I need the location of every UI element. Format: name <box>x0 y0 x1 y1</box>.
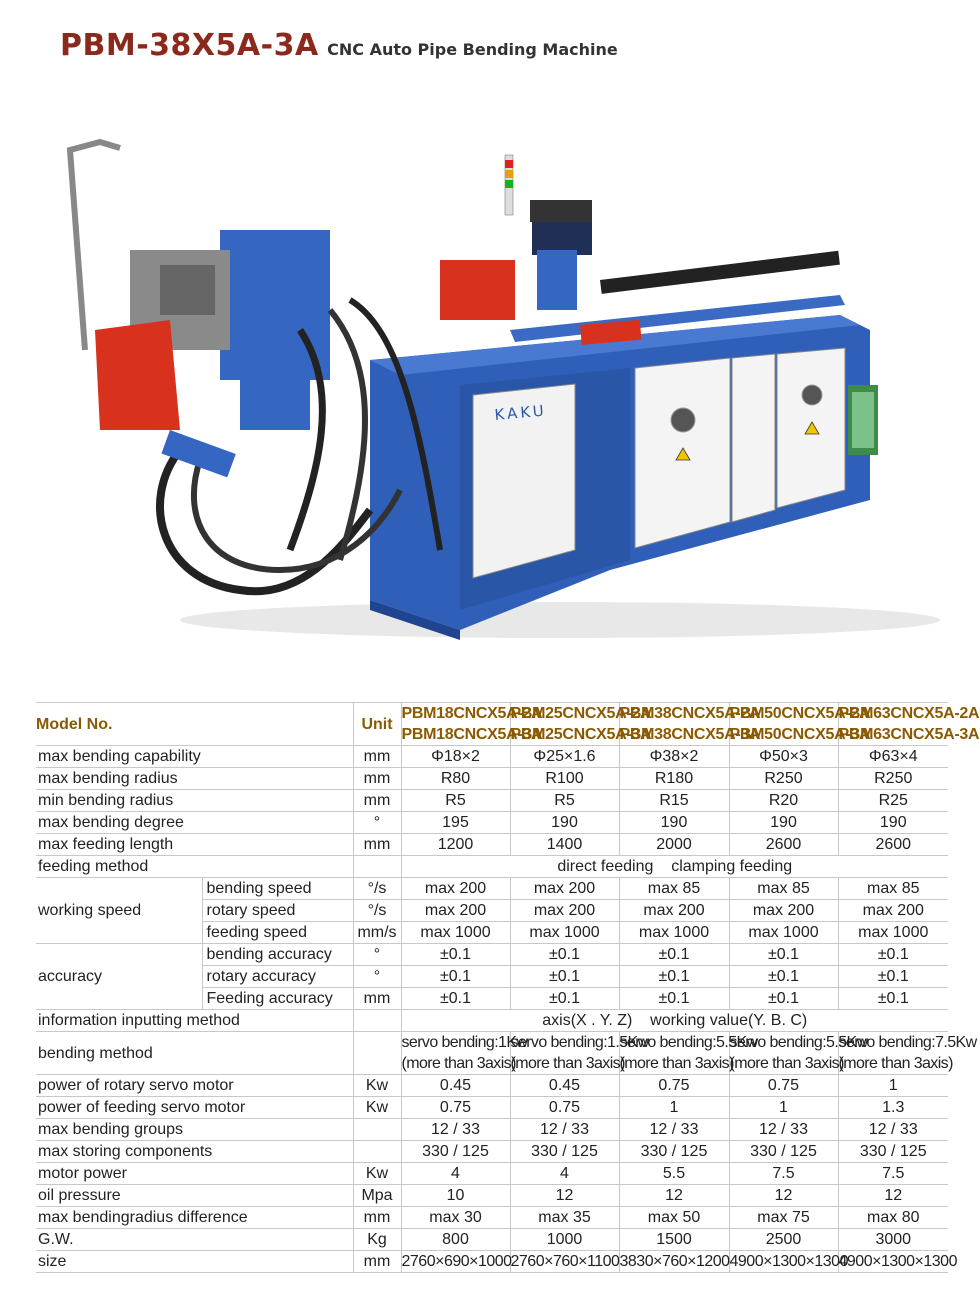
row-unit <box>353 1119 401 1141</box>
cell: 195 <box>401 812 510 834</box>
sub-label: rotary accuracy <box>202 966 353 988</box>
cell: 2600 <box>729 834 838 856</box>
col-model-4a: PBM50CNCX5A-2A <box>729 703 838 725</box>
table-row <box>36 1185 948 1207</box>
row-unit: mm <box>353 988 401 1010</box>
cell: max 1000 <box>838 922 948 944</box>
sub-label: feeding speed <box>202 922 353 944</box>
row-label: power of feeding servo motor <box>36 1097 353 1119</box>
table-header-row <box>36 703 948 725</box>
cell: 2500 <box>729 1229 838 1251</box>
row-label: max bending groups <box>36 1119 353 1141</box>
cell-line: servo bending:5.5Kw <box>619 1034 758 1051</box>
cell: 12 <box>838 1185 948 1207</box>
table-row <box>36 1075 948 1097</box>
row-label: min bending radius <box>36 790 353 812</box>
table-row <box>36 790 948 812</box>
cell: 330 / 125 <box>510 1141 619 1163</box>
cell: max 85 <box>838 878 948 900</box>
cell: Φ25×1.6 <box>510 746 619 768</box>
table-row <box>36 1251 948 1273</box>
sub-label: rotary speed <box>202 900 353 922</box>
row-unit: °/s <box>353 900 401 922</box>
row-unit: Kw <box>353 1075 401 1097</box>
cell-line: (more than 3axis) <box>729 1055 844 1072</box>
table-row <box>36 1097 948 1119</box>
row-label: G.W. <box>36 1229 353 1251</box>
cell: max 200 <box>729 900 838 922</box>
cell: ±0.1 <box>729 944 838 966</box>
cell: ±0.1 <box>838 966 948 988</box>
row-unit <box>353 1141 401 1163</box>
table-row <box>36 1207 948 1229</box>
cell-line: servo bending:1Kw <box>401 1034 528 1051</box>
cell: 2760×690×1000 <box>401 1251 510 1273</box>
cell: 12 / 33 <box>401 1119 510 1141</box>
row-unit: mm <box>353 790 401 812</box>
cell: max 85 <box>619 878 729 900</box>
cell: max 75 <box>729 1207 838 1229</box>
cell: max 80 <box>838 1207 948 1229</box>
cell: 5.5 <box>619 1163 729 1185</box>
row-unit <box>353 1010 401 1032</box>
cell: Φ63×4 <box>838 746 948 768</box>
cell: 1500 <box>619 1229 729 1251</box>
cell: ±0.1 <box>619 944 729 966</box>
row-label: oil pressure <box>36 1185 353 1207</box>
table-row <box>36 812 948 834</box>
cell: 12 <box>729 1185 838 1207</box>
cell: R20 <box>729 790 838 812</box>
cell: ±0.1 <box>510 944 619 966</box>
cell: 1000 <box>510 1229 619 1251</box>
cell: 0.75 <box>619 1075 729 1097</box>
row-label: information inputting method <box>36 1010 353 1032</box>
col-model-5a: PBM63CNCX5A-2A <box>838 703 948 725</box>
cell: 0.75 <box>401 1097 510 1119</box>
row-label: max bending degree <box>36 812 353 834</box>
cell: 330 / 125 <box>729 1141 838 1163</box>
row-label: motor power <box>36 1163 353 1185</box>
col-model-3a: PBM38CNCX5A-2A <box>619 703 729 725</box>
cell: 2000 <box>619 834 729 856</box>
row-label: max bendingradius difference <box>36 1207 353 1229</box>
cell: 1400 <box>510 834 619 856</box>
cell <box>619 1032 758 1075</box>
cell: 7.5 <box>838 1163 948 1185</box>
table-row <box>36 746 948 768</box>
cell-line: servo bending:5.5Kw <box>729 1034 868 1051</box>
cell: 3830×760×1200 <box>619 1251 729 1273</box>
cell: 190 <box>510 812 619 834</box>
cell: 190 <box>619 812 729 834</box>
sub-label: Feeding accuracy <box>202 988 353 1010</box>
cell: 0.75 <box>729 1075 838 1097</box>
cell: 1 <box>619 1097 729 1119</box>
row-label: power of rotary servo motor <box>36 1075 353 1097</box>
row-unit: Kg <box>353 1229 401 1251</box>
cell: 7.5 <box>729 1163 838 1185</box>
cell: max 30 <box>401 1207 510 1229</box>
row-label: max feeding length <box>36 834 353 856</box>
cell: max 200 <box>401 878 510 900</box>
cell: R80 <box>401 768 510 790</box>
cell: R250 <box>729 768 838 790</box>
row-unit: mm <box>353 1207 401 1229</box>
table-row <box>36 1119 948 1141</box>
col-model-1a: PBM18CNCX5A-2A <box>401 703 510 725</box>
row-unit: ° <box>353 812 401 834</box>
cell: R5 <box>510 790 619 812</box>
cell: 330 / 125 <box>401 1141 510 1163</box>
cell: 12 / 33 <box>838 1119 948 1141</box>
cell: 1 <box>838 1075 948 1097</box>
cell: ±0.1 <box>619 988 729 1010</box>
cell: 2600 <box>838 834 948 856</box>
model-no-label: Model No. <box>36 703 353 746</box>
cell: 0.45 <box>401 1075 510 1097</box>
cell: 12 <box>619 1185 729 1207</box>
cell: 4900×1300×1300 <box>838 1251 948 1273</box>
cell: ±0.1 <box>510 966 619 988</box>
row-unit: Kw <box>353 1163 401 1185</box>
cell-line: servo bending:1.5Kw <box>510 1034 649 1051</box>
row-label: bending method <box>36 1032 353 1075</box>
cell: R25 <box>838 790 948 812</box>
col-model-4b: PBM50CNCX5A-3A <box>729 724 838 746</box>
cell: 12 / 33 <box>510 1119 619 1141</box>
cell: R250 <box>838 768 948 790</box>
cell: 1 <box>729 1097 838 1119</box>
cell: 330 / 125 <box>619 1141 729 1163</box>
table-row <box>36 1010 948 1032</box>
cell-line: (more than 3axis) <box>510 1055 625 1072</box>
cell: 190 <box>729 812 838 834</box>
cell: max 200 <box>510 900 619 922</box>
cell: ±0.1 <box>401 988 510 1010</box>
cell-line: servo bending:7.5Kw <box>838 1034 977 1051</box>
sub-label: bending speed <box>202 878 353 900</box>
unit-label: Unit <box>353 703 401 746</box>
group-label: accuracy <box>36 944 202 1010</box>
table-row <box>36 768 948 790</box>
cell: max 200 <box>838 900 948 922</box>
row-unit: ° <box>353 966 401 988</box>
cell: max 50 <box>619 1207 729 1229</box>
cell: Φ38×2 <box>619 746 729 768</box>
col-model-2b: PBM25CNCX5A-3A <box>510 724 619 746</box>
table-row <box>36 856 948 878</box>
cell: 0.45 <box>510 1075 619 1097</box>
row-unit: mm <box>353 1251 401 1273</box>
product-subtitle: CNC Auto Pipe Bending Machine <box>327 40 618 59</box>
cell: max 200 <box>619 900 729 922</box>
row-label: max bending radius <box>36 768 353 790</box>
row-unit: mm/s <box>353 922 401 944</box>
cell: max 1000 <box>619 922 729 944</box>
cell: ±0.1 <box>838 944 948 966</box>
table-row <box>36 1141 948 1163</box>
cell: max 200 <box>401 900 510 922</box>
merged-cell: direct feeding clamping feeding <box>401 856 948 878</box>
cell: ±0.1 <box>401 966 510 988</box>
cell: 1.3 <box>838 1097 948 1119</box>
machine-photo <box>40 130 940 650</box>
table-row <box>36 834 948 856</box>
cell: 1200 <box>401 834 510 856</box>
model-name: PBM-38X5A-3A <box>60 28 319 63</box>
col-model-3b: PBM38CNCX5A-3A <box>619 724 729 746</box>
cell: 190 <box>838 812 948 834</box>
cell <box>510 1032 649 1075</box>
row-label: feeding method <box>36 856 353 878</box>
cell: 10 <box>401 1185 510 1207</box>
col-model-1b: PBM18CNCX5A-3A <box>401 724 510 746</box>
merged-cell: axis(X . Y. Z) working value(Y. B. C) <box>401 1010 948 1032</box>
table-row <box>36 944 948 966</box>
cell: R180 <box>619 768 729 790</box>
row-unit: mm <box>353 746 401 768</box>
group-label: working speed <box>36 878 202 944</box>
cell: 4 <box>401 1163 510 1185</box>
row-label: size <box>36 1251 353 1273</box>
cell: ±0.1 <box>619 966 729 988</box>
table-row <box>36 878 948 900</box>
col-model-5b: PBM63CNCX5A-3A <box>838 724 948 746</box>
cell <box>729 1032 868 1075</box>
cell-line: (more than 3axis) <box>619 1055 734 1072</box>
row-unit <box>353 856 401 878</box>
table-row <box>36 1032 948 1075</box>
cell: 0.75 <box>510 1097 619 1119</box>
cell: max 1000 <box>729 922 838 944</box>
row-unit: Mpa <box>353 1185 401 1207</box>
cell: 3000 <box>838 1229 948 1251</box>
cell: Φ18×2 <box>401 746 510 768</box>
cell: max 1000 <box>401 922 510 944</box>
cell <box>838 1032 977 1075</box>
cell: 2760×760×1100 <box>510 1251 619 1273</box>
row-unit: °/s <box>353 878 401 900</box>
cell: R5 <box>401 790 510 812</box>
cell: max 35 <box>510 1207 619 1229</box>
page-title <box>60 28 618 63</box>
spec-table <box>36 702 980 1273</box>
cell: ±0.1 <box>510 988 619 1010</box>
cell: 12 / 33 <box>729 1119 838 1141</box>
cell: max 200 <box>510 878 619 900</box>
cell: Φ50×3 <box>729 746 838 768</box>
row-unit: mm <box>353 834 401 856</box>
cell: R100 <box>510 768 619 790</box>
cell: ±0.1 <box>401 944 510 966</box>
table-row <box>36 1229 948 1251</box>
cell-line: (more than 3axis) <box>401 1055 516 1072</box>
cell: ±0.1 <box>838 988 948 1010</box>
cell: 330 / 125 <box>838 1141 948 1163</box>
cell: ±0.1 <box>729 966 838 988</box>
row-unit <box>353 1032 401 1075</box>
cell <box>401 1032 528 1075</box>
sub-label: bending accuracy <box>202 944 353 966</box>
cell: max 85 <box>729 878 838 900</box>
row-label: max bending capability <box>36 746 353 768</box>
row-unit: Kw <box>353 1097 401 1119</box>
cell: 4 <box>510 1163 619 1185</box>
cell: R15 <box>619 790 729 812</box>
table-row <box>36 1163 948 1185</box>
row-label: max storing components <box>36 1141 353 1163</box>
cell: max 1000 <box>510 922 619 944</box>
brand-label: KAKU <box>493 401 548 424</box>
cell: 4900×1300×1300 <box>729 1251 838 1273</box>
cell: 12 <box>510 1185 619 1207</box>
row-unit: mm <box>353 768 401 790</box>
col-model-2a: PBM25CNCX5A-2A <box>510 703 619 725</box>
cell: 800 <box>401 1229 510 1251</box>
cell-line: (more than 3axis) <box>838 1055 953 1072</box>
cell: 12 / 33 <box>619 1119 729 1141</box>
row-unit: ° <box>353 944 401 966</box>
cell: ±0.1 <box>729 988 838 1010</box>
